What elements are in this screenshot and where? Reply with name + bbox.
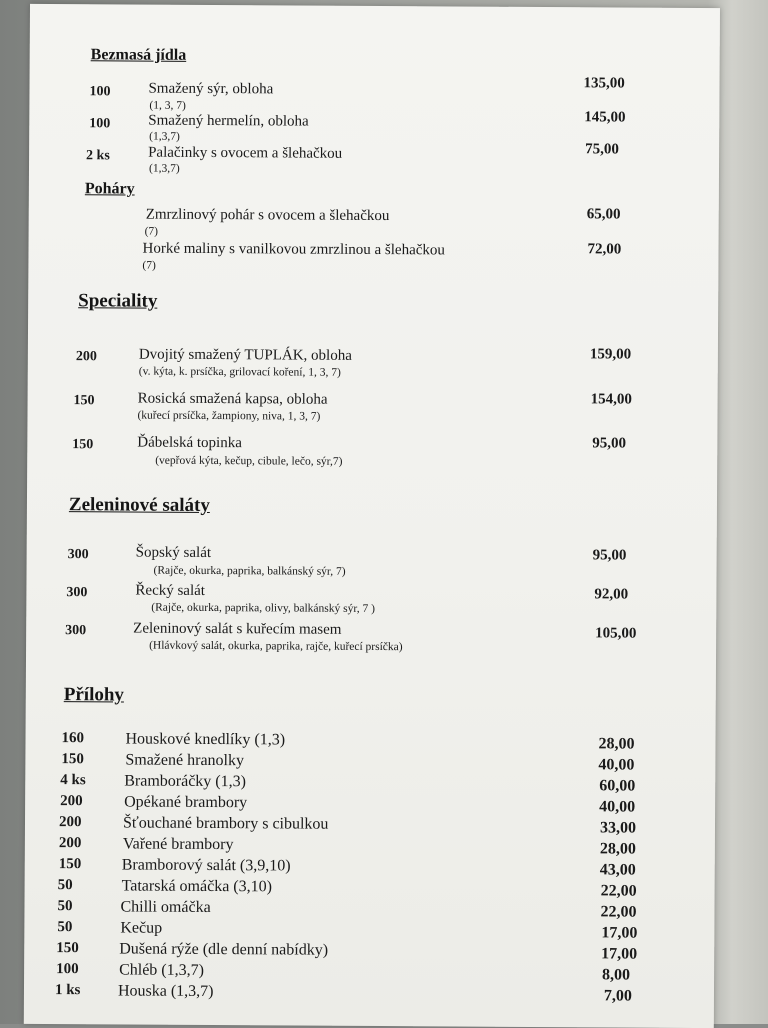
item-quantity: 200 [75, 349, 97, 365]
item-price: 75,00 [585, 141, 619, 158]
item-quantity: 300 [65, 623, 87, 639]
item-name: Houskové knedlíky (1,3) [125, 730, 286, 749]
item-price: 33,00 [599, 819, 637, 837]
item-allergens: (Rajče, okurka, paprika, olivy, balkánský sýr, 7 ) [151, 601, 375, 616]
item-name: Palačinky s ovocem a šlehačkou [148, 144, 343, 162]
section-title-speciality: Speciality [78, 290, 158, 312]
item-price: 145,00 [584, 109, 626, 126]
item-name: Kečup [120, 919, 163, 937]
item-name: Dušená rýže (dle denní nabídky) [119, 940, 329, 959]
item-price: 40,00 [599, 798, 636, 816]
item-quantity: 150 [61, 751, 84, 768]
item-name: Zeleninový salát s kuřecím masem [133, 620, 342, 638]
item-name: Ďábelská topinka [137, 434, 242, 452]
item-allergens: (Rajče, okurka, paprika, balkánský sýr, 7) [153, 564, 346, 578]
item-quantity: 150 [73, 393, 95, 409]
item-name: Dvojitý smažený TUPLÁK, obloha [138, 346, 352, 364]
menu-item [26, 620, 716, 654]
item-quantity: 300 [66, 585, 88, 601]
item-price: 65,00 [586, 206, 621, 223]
item-quantity: 100 [89, 84, 111, 100]
section-title-prilohy: Přílohy [63, 684, 125, 706]
item-quantity: 150 [58, 856, 82, 873]
section-title-pohary: Poháry [84, 180, 135, 198]
item-quantity: 100 [56, 961, 79, 978]
item-allergens: (Hlávkový salát, okurka, paprika, rajče, kuřecí prsíčka) [149, 639, 403, 654]
item-price: 95,00 [592, 547, 627, 564]
item-price: 154,00 [590, 391, 632, 408]
item-price: 60,00 [599, 777, 636, 795]
menu-sheet [24, 4, 720, 1028]
item-quantity: 150 [56, 940, 79, 957]
item-price: 135,00 [583, 75, 625, 92]
menu-item [28, 240, 718, 274]
item-price: 28,00 [598, 735, 635, 753]
item-quantity: 50 [57, 877, 73, 894]
item-name: Rosická smažená kapsa, obloha [137, 390, 328, 408]
item-price: 72,00 [587, 241, 622, 258]
item-price: 17,00 [601, 924, 638, 942]
item-allergens: (vepřová kýta, kečup, cibule, lečo, sýr,7) [155, 454, 343, 468]
list-item [24, 982, 714, 1007]
menu-item [28, 346, 718, 380]
item-allergens: (1,3,7) [149, 130, 180, 143]
item-quantity: 1 ks [54, 982, 81, 999]
item-price: 159,00 [589, 346, 632, 363]
item-name: Smažený sýr, obloha [148, 80, 274, 98]
section-title-bezmasa: Bezmasá jídla [90, 46, 187, 64]
item-allergens: (1, 3, 7) [149, 99, 186, 112]
item-price: 22,00 [600, 903, 637, 921]
item-name: Chléb (1,3,7) [119, 961, 205, 979]
item-allergens: (7) [142, 259, 156, 272]
item-name: Houska (1,3,7) [117, 982, 214, 1001]
item-quantity: 160 [61, 730, 85, 747]
item-name: Smažený hermelín, obloha [148, 112, 309, 130]
item-price: 17,00 [601, 945, 638, 963]
menu-item [29, 141, 719, 178]
menu-item [27, 390, 717, 424]
item-quantity: 2 ks [86, 148, 110, 164]
item-quantity: 50 [57, 919, 73, 936]
item-name: Tatarská omáčka (3,10) [121, 877, 273, 896]
item-allergens: (7) [144, 225, 159, 238]
item-name: Šťouchané brambory s cibulkou [122, 814, 329, 833]
item-quantity: 150 [72, 437, 94, 453]
item-name: Šopský salát [135, 544, 212, 562]
item-price: 28,00 [599, 840, 636, 858]
item-name: Chilli omáčka [120, 898, 211, 917]
item-quantity: 200 [58, 814, 82, 831]
item-price: 43,00 [599, 861, 636, 879]
menu-item [29, 206, 719, 240]
section-title-salaty: Zeleninové saláty [68, 494, 210, 517]
item-name: Opékané brambory [124, 793, 248, 812]
item-quantity: 4 ks [60, 772, 86, 789]
item-allergens: (kuřecí prsíčka, žampiony, niva, 1, 3, 7) [137, 409, 321, 423]
item-allergens: (v. kýta, k. prsíčka, grilovací koření, 1, 3, 7) [138, 365, 341, 379]
item-name: Zmrzlinový pohár s ovocem a šlehačkou [145, 206, 390, 225]
item-name: Řecký salát [135, 582, 206, 599]
item-price: 7,00 [603, 987, 633, 1005]
item-price: 40,00 [598, 756, 635, 774]
menu-item [26, 582, 716, 616]
item-allergens: (1,3,7) [148, 162, 180, 175]
item-quantity: 50 [57, 898, 73, 915]
item-price: 105,00 [595, 625, 637, 642]
menu-item [27, 544, 717, 578]
item-quantity: 200 [58, 835, 82, 852]
menu-item [27, 434, 717, 468]
item-quantity: 100 [89, 116, 111, 132]
item-quantity: 200 [60, 793, 83, 810]
item-name: Vařené brambory [122, 835, 234, 854]
item-name: Bramborový salát (3,9,10) [121, 856, 291, 875]
item-quantity: 300 [67, 547, 89, 563]
item-price: 92,00 [594, 586, 629, 603]
item-name: Bramboráčky (1,3) [124, 772, 247, 791]
item-name: Horké maliny s vanilkovou zmrzlinou a šlehačkou [142, 240, 445, 259]
item-name: Smažené hranolky [125, 751, 245, 770]
item-price: 22,00 [600, 882, 637, 900]
item-price: 8,00 [602, 966, 631, 984]
item-price: 95,00 [592, 435, 627, 452]
